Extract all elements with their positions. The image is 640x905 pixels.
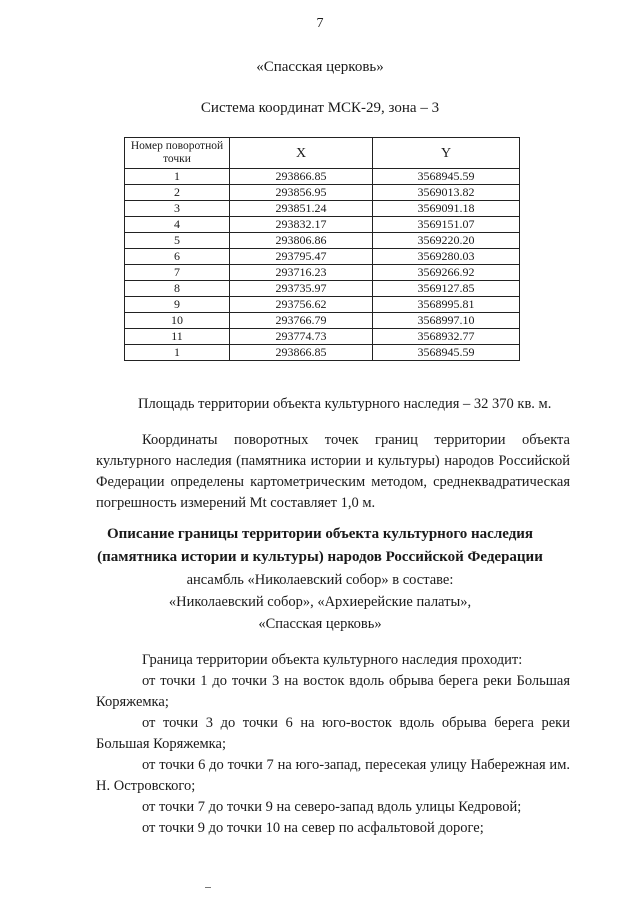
point-number: 6 [125, 249, 230, 265]
table-row [125, 329, 520, 345]
boundary-segment-text: от точки 7 до точки 9 на северо-запад вдоль улицы Кедровой; [142, 799, 522, 815]
point-number: 9 [125, 297, 230, 313]
y-value: 3568995.81 [373, 297, 520, 313]
coordinate-system: Система координат МСК-29, зона – 3 [200, 100, 440, 116]
y-value: 3569266.92 [373, 265, 520, 281]
boundary-segment-text: от точки 6 до точки 7 на юго-запад, пересекая улицу Набережная им. Н. Островского; [96, 757, 570, 794]
scan-artifact [205, 887, 211, 888]
y-value: 3568932.77 [373, 329, 520, 345]
x-value: 293716.23 [230, 265, 373, 281]
point-number: 4 [125, 217, 230, 233]
point-number: 10 [125, 313, 230, 329]
x-value: 293832.17 [230, 217, 373, 233]
table-row [125, 265, 520, 281]
header-x: X [230, 138, 373, 169]
x-value: 293735.97 [230, 281, 373, 297]
y-value: 3569280.03 [373, 249, 520, 265]
boundary-segment [96, 818, 570, 839]
table-row [125, 217, 520, 233]
table-row [125, 185, 520, 201]
page-number: 7 [316, 16, 324, 31]
y-value: 3569013.82 [373, 185, 520, 201]
x-value: 293806.86 [230, 233, 373, 249]
x-value: 293766.79 [230, 313, 373, 329]
y-value: 3568997.10 [373, 313, 520, 329]
table-row [125, 313, 520, 329]
boundary-segment [96, 671, 570, 713]
x-value: 293756.62 [230, 297, 373, 313]
church-line: «Спасская церковь» [258, 616, 382, 632]
y-value: 3569151.07 [373, 217, 520, 233]
table-row [125, 201, 520, 217]
point-number: 5 [125, 233, 230, 249]
x-value: 293774.73 [230, 329, 373, 345]
point-number: 3 [125, 201, 230, 217]
table-header-row [125, 138, 520, 169]
table-row [125, 169, 520, 185]
header-point-number: Номер поворотной точки [125, 138, 230, 169]
boundary-intro-text: Граница территории объекта культурного наследия проходит: [142, 652, 523, 668]
x-value: 293856.95 [230, 185, 373, 201]
description-title-line-1: Описание границы территории объекта культурного наследия [106, 526, 534, 542]
header-y: Y [373, 138, 520, 169]
boundary-intro [96, 650, 570, 671]
composition-line: «Николаевский собор», «Архиерейские палаты», [168, 594, 472, 610]
y-value: 3568945.59 [373, 345, 520, 361]
accuracy-statement [96, 430, 570, 514]
point-number: 8 [125, 281, 230, 297]
y-value: 3569127.85 [373, 281, 520, 297]
table-row [125, 249, 520, 265]
table-row [125, 345, 520, 361]
y-value: 3568945.59 [373, 169, 520, 185]
y-value: 3569220.20 [373, 233, 520, 249]
table-row [125, 281, 520, 297]
accuracy-text: Координаты поворотных точек границ территории объекта культурного наследия (памятника истории и культуры) народов Российской Федерации определены картометрическим методом, среднеквадратическая погрешность измерений Mt составляет 1,0 м. [96, 432, 570, 511]
boundary-segment [96, 755, 570, 797]
table-row [125, 297, 520, 313]
x-value: 293866.85 [230, 169, 373, 185]
point-number: 1 [125, 345, 230, 361]
x-value: 293866.85 [230, 345, 373, 361]
boundary-segment-text: от точки 9 до точки 10 на север по асфальтовой дороге; [142, 820, 484, 836]
x-value: 293795.47 [230, 249, 373, 265]
coordinates-table [124, 137, 520, 361]
table-row [125, 233, 520, 249]
point-number: 7 [125, 265, 230, 281]
object-title: «Спасская церковь» [256, 59, 384, 75]
area-statement: Площадь территории объекта культурного наследия – 32 370 кв. м. [138, 396, 552, 412]
boundary-segment-text: от точки 1 до точки 3 на восток вдоль обрыва берега реки Большая Коряжемка; [96, 673, 570, 710]
y-value: 3569091.18 [373, 201, 520, 217]
x-value: 293851.24 [230, 201, 373, 217]
point-number: 11 [125, 329, 230, 345]
boundary-segment [96, 713, 570, 755]
boundary-segment-text: от точки 3 до точки 6 на юго-восток вдоль обрыва берега реки Большая Коряжемка; [96, 715, 570, 752]
point-number: 2 [125, 185, 230, 201]
point-number: 1 [125, 169, 230, 185]
boundary-segment [96, 797, 570, 818]
ensemble-line: ансамбль «Николаевский собор» в составе: [186, 572, 454, 588]
description-title-line-2: (памятника истории и культуры) народов Российской Федерации [97, 549, 543, 565]
